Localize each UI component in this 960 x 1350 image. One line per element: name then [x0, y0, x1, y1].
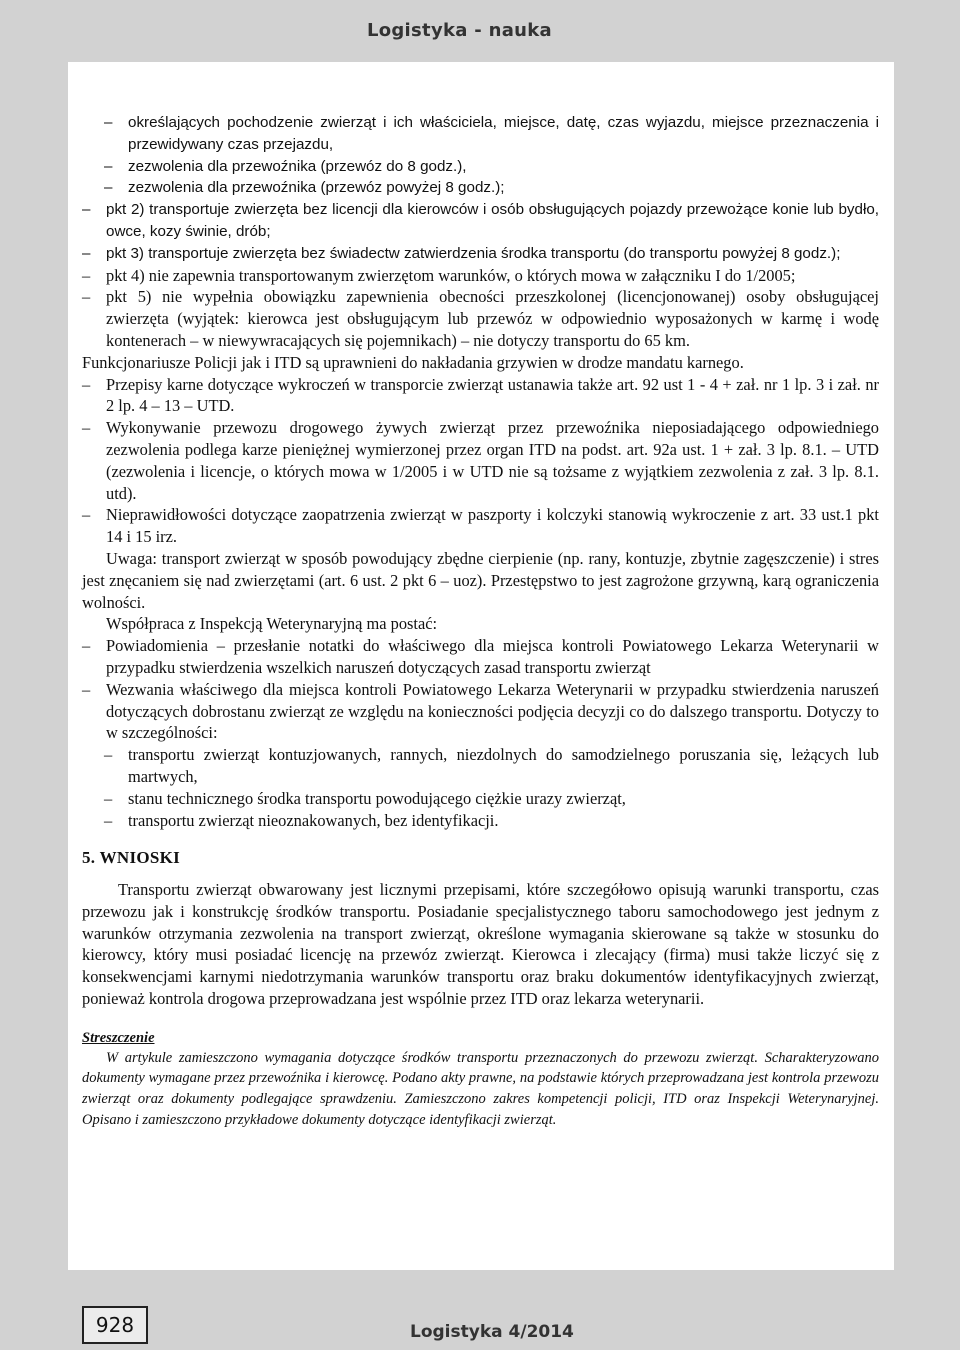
- list-item: – transportu zwierząt kontuzjowanych, rannych, niezdolnych do samodzielnego poruszania się, leżących lub martwych,: [82, 744, 879, 788]
- abstract-title: Streszczenie: [82, 1029, 155, 1046]
- list-item: – Powiadomienia – przesłanie notatki do właściwego dla miejsca kontroli Powiatowego Lekarza Weterynarii w przypadku stwierdzenia wszelkich naruszeń dotyczących zasad transportu zwierząt: [82, 635, 879, 679]
- list-item: – określających pochodzenie zwierząt i ich właściciela, miejsce, datę, czas wyjazdu, miejsce przeznaczenia i przewidywany czas przejazdu,: [82, 112, 879, 156]
- article-content: [82, 112, 879, 1130]
- list-item: – pkt 3) transportuje zwierzęta bez świadectw zatwierdzenia środka transportu (do transportu powyżej 8 godz.);: [82, 243, 879, 265]
- list-item: – Przepisy karne dotyczące wykroczeń w transporcie zwierząt ustanawia także art. 92 ust 1 - 4 + zał. nr 1 lp. 3 i zał. nr 2 lp. 4 – 13 – UTD.: [82, 374, 879, 418]
- paragraph: Funkcjonariusze Policji jak i ITD są uprawnieni do nakładania grzywien w drodze mandatu karnego.: [82, 352, 744, 372]
- list-item: – Wezwania właściwego dla miejsca kontroli Powiatowego Lekarza Weterynarii w przypadku stwierdzenia naruszeń dotyczących dobrostanu zwierząt ze względu na konieczności podjęcia decyzji co do dalszego transportu. Dotyczy to w szczególności:: [82, 679, 879, 744]
- list-item: – Nieprawidłowości dotyczące zaopatrzenia zwierząt w paszporty i kolczyki stanowią wykroczenie z art. 33 ust.1 pkt 14 i 15 irz.: [82, 504, 879, 548]
- paragraph: Współpraca z Inspekcją Weterynaryjną ma postać:: [106, 614, 438, 634]
- list-item: – transportu zwierząt nieoznakowanych, bez identyfikacji.: [82, 810, 879, 832]
- list-item: – zezwolenia dla przewoźnika (przewóz powyżej 8 godz.);: [82, 177, 879, 199]
- conclusion-paragraph: Transportu zwierząt obwarowany jest licznymi przepisami, które szczegółowo opisują warunki transportu, czas przewozu jak i konstrukcję środków transportu. Posiadanie specjalistycznego taboru samochodowego jest jednym z warunków otrzymania zezwolenia na transport zwierząt, określone wymagania skierowane są także w stosunku do kierowcy, który musi posiadać licencję na przewóz zwierząt. Kierowca i zlecający (firma) musi także liczyć się z konsekwencjami karnymi niedotrzymania warunków transportu oraz braku dokumentów identyfikacyjnych zwierząt, ponieważ kontrola drogowa przeprowadzana jest wspólnie przez ITD oraz lekarza weterynarii.: [82, 880, 879, 1009]
- list-item: – pkt 5) nie wypełnia obowiązku zapewnienia obecności przeszkolonej (licencjonowanej) osoby obsługującej zwierzęta (wyjątek: kierowca jest obsługującym lub przewóz w odpowiednio wyposażonych w karmę i wodę kontenerach – w niewywracających się pojemnikach) – nie dotyczy transportu do 65 km.: [82, 286, 879, 351]
- page-number: 928: [82, 1306, 148, 1344]
- page-header: [0, 0, 960, 62]
- abstract-text: W artykule zamieszczono wymagania dotyczące środków transportu przeznaczonych do przewozu zwierząt. Scharakteryzowano dokumenty wymagane przez przewoźnika i kierowcę. Podano akty prawne, na podstawie których przeprowadzana jest kontrola przewozu zwierząt oraz dokumenty podlegające sprawdzeniu. Zamieszczono zakres kompetencji policji, ITD oraz Inspekcji Weterynaryjnej. Opisano i zamieszczono przykładowe dokumenty dotyczące identyfikacji zwierząt.: [82, 1049, 879, 1128]
- list-item: – pkt 2) transportuje zwierzęta bez licencji dla kierowców i osób obsługujących pojazdy przewożące konie lub bydło, owce, kozy świnie, drób;: [82, 199, 879, 243]
- section-heading: 5. WNIOSKI: [82, 848, 181, 868]
- list-item: – zezwolenia dla przewoźnika (przewóz do 8 godz.),: [82, 156, 879, 178]
- journal-footer: Logistyka 4/2014: [410, 1322, 574, 1342]
- running-header-title: Logistyka - nauka: [366, 20, 552, 41]
- list-item: – stanu technicznego środka transportu powodującego ciężkie urazy zwierząt,: [82, 788, 879, 810]
- paragraph: Uwaga: transport zwierząt w sposób powodujący zbędne cierpienie (np. rany, kontuzje, zbytnie zagęszczenie) i stres jest znęcaniem się nad zwierzętami (art. 6 ust. 2 pkt 6 – uoz). Przestępstwo to jest zagrożone grzywną, karą ograniczenia wolności.: [82, 548, 879, 612]
- list-item: – pkt 4) nie zapewnia transportowanym zwierzętom warunków, o których mowa w załączniku I do 1/2005;: [82, 265, 879, 287]
- list-item: – Wykonywanie przewozu drogowego żywych zwierząt przez przewoźnika nieposiadającego odpowiedniego zezwolenia podlega karze pieniężnej wymierzonej przez organ ITD na podst. art. 92a ust. 1 + zał. 3 lp. 8.1. – UTD (zezwolenia i licencje, o których mowa w 1/2005 i w UTD nie są tożsame z wyjątkiem zezwolenia z zał. 3 lp. 8.1. utd).: [82, 417, 879, 504]
